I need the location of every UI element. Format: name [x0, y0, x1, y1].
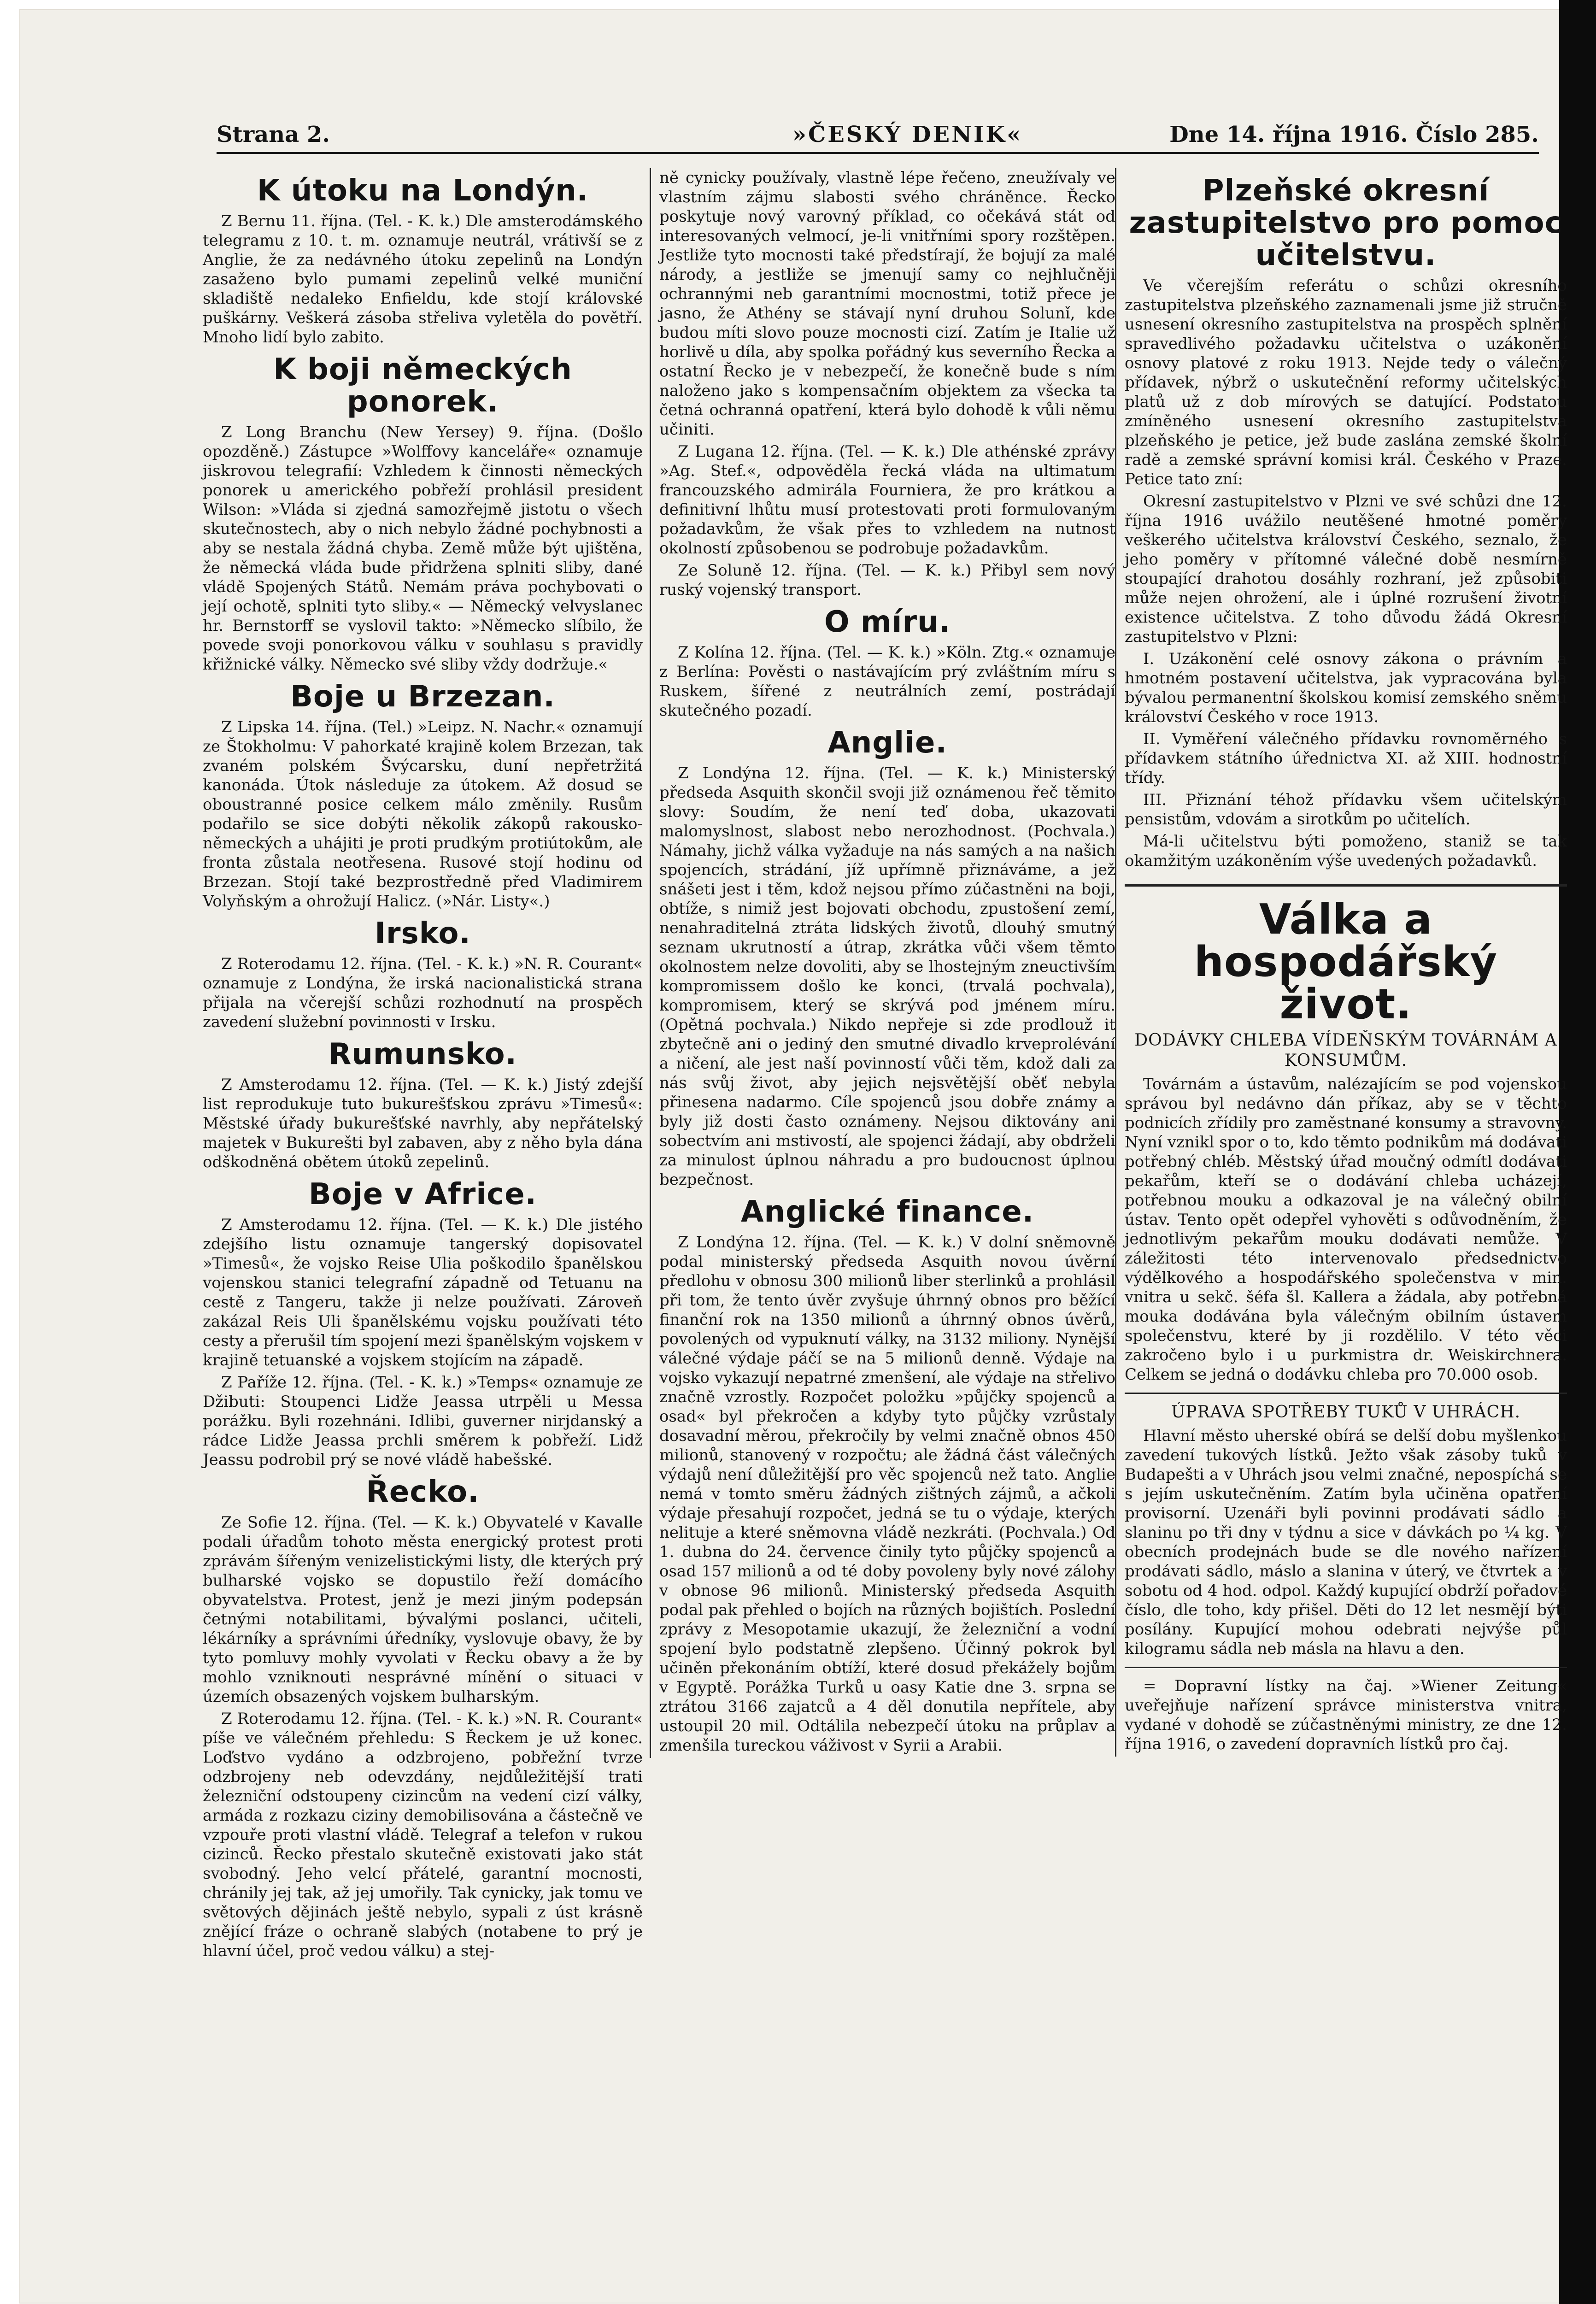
article-text: Z Amsterodamu 12. října. (Tel. — K. k.) Dle jistého zdejšího listu oznamuje tangerský dopisovatel »Timesů«, že vojsko Reise Ulia poškodilo španělskou vojenskou stanici telegrafní západně od Tetuanu na cestě z Tangeru, takže ji nelze používati. Zároveň zakázal Reis Uli španělskému vojsku používati této cesty a přerušil tím spojení mezi španělským vojskem v krajině tetuanské a vojskem stojícím na západě. — [203, 1216, 643, 1369]
article-text: Ze Sofie 12. října. (Tel. — K. k.) Obyvatelé v Kavalle podali úřadům tohoto města energický protest proti zprávám šířeným venizelistickými listy, dle kterých prý bulharské vojsko se dopustilo řeží domácího obyvatelstva. Protest, jenž je mezi jiným podepsán četnými notabilitami, bývalými poslanci, učiteli, lékárníky a správními úředníky, vyslovuje obavy, že by tyto pomluvy mohly vyvolati v Řecku obavy a že by mohlo vzniknouti nesprávné mínění o situaci v územích obsazených vojskem bulharským. — [203, 1513, 643, 1706]
article-text: Ve včerejším referátu o schůzi okresního zastupitelstva plzeňského zaznamenali jsme již stručně usnesení okresního zastupitelstva na prospěch splnění spravedlivého požadavku učitelstva o uzákonění osnovy platové z roku 1913. Nejde tedy o válečný přídavek, nýbrž o uskutečnění reformy učitelských platů už z dob mírových se datující. Podstatou zmíněného usnesení okresního zastupitelstva plzeňského je petice, jež bude zaslána zemské školní radě a zemské správní komisi král. Českého v Praze. Petice tato zní: — [1125, 276, 1567, 488]
article-title: Irsko. — [375, 917, 471, 951]
issue-date: Dne 14. října 1916. Číslo 285. — [1169, 122, 1539, 147]
article-text: Továrnám a ústavům, nalézajícím se pod vojenskou správou byl nedávno dán příkaz, aby se v těchto podnicích zřídily pro zaměstnané konsumy a stravovny. Nyní vznikl spor o to, kdo těmto podnikům má dodávati potřebný chléb. Městský úřad moučný odmítl dodávati pekařům, kteří se o dodávání chleba ucházejí, potřebnou mouku a odkazoval je na válečný obilní ústav. Tento opět odepřel vyhověti s odůvodněním, že jednotlivým pekařům mouku dodávati nemůže. V záležitosti této intervenovalo předsednictvo výdělkového a hospodářského společenstva v min. vnitra u sekč. šéfa šl. Kallera a žádala, aby potřebná mouka dodávána byla válečným obilním ústavem společenstvu, které by ji rozdělilo. V této věci zakročeno bylo i u purkmistra dr. Weiskirchnera. Celkem se jedná o dodávku chleba pro 70.000 osob. — [1125, 1075, 1567, 1384]
article-text: Ze Soluně 12. října. (Tel. — K. k.) Přibyl sem nový ruský vojenský transport. — [659, 561, 1115, 599]
article-title: Anglie. — [827, 726, 947, 760]
article-text: Z Lugana 12. října. (Tel. — K. k.) Dle athénské zprávy »Ag. Stef.«, odpověděla řecká vláda na ultimatum francouzského admirála Fourniera, že pro krátkou a definitivní lhůtu musí protestovati proti formulovaným požadavkům, že však přes to vzhledem na nutnost okolností způsobenou se podrobuje požadavkům. — [659, 442, 1115, 558]
article-text: Z Amsterodamu 12. října. (Tel. — K. k.) Jistý zdejší list reprodukuje tuto bukurešťskou zprávu »Timesů«: Městské úřady bukurešťské navrhly, aby nepřátelský majetek v Bukurešti byl zabaven, aby z něho byla dána odškodněná obětem útoků zepelinů. — [203, 1076, 643, 1171]
page-header — [217, 115, 1539, 154]
page-number: Strana 2. — [217, 122, 330, 147]
article-text: Z Roterodamu 12. října. (Tel. - K. k.) »N. R. Courant« píše ve válečném přehledu: S Řeckem je už konec. Loďstvo vydáno a odzbrojeno, pobřežní tvrze odzbrojeny neb odevzdány, nejdůležitější trati železniční odstoupeny cizincům na vedení cizí války, armáda z rozkazu ciziny demobilisována a částečně ve vzpouře proti vlastní vládě. Telegraf a telefon v rukou cizinců. Řecko přestalo skutečně existovati jako stát svobodný. Jeho velcí přátelé, garantní mocnosti, chránily jej tak, až jej umořily. Tak cynicky, jak tomu ve světových dějinách ještě nebylo, sypali z úst krásně znějící fráze o ochraně slabých (notabene to prý je hlavní účel, proč vedou válku) a stej- — [203, 1710, 643, 1960]
newspaper-name: »ČESKÝ DENIK« — [792, 122, 1023, 147]
petition-item: III. Přiznání téhož přídavku všem učitelským pensistům, vdovám a sirotkům po učitelích. — [1125, 791, 1567, 829]
article-text: Z Bernu 11. října. (Tel. - K. k.) Dle amsterodámského telegramu z 10. t. m. oznamuje neutrál, vrátivší se z Anglie, že za nedávného útoku zepelinů na Londýn zasaženo bylo pumami zepelinů velké muniční skladiště nedaleko Enfieldu, kde stojí královské puškárny. Veškerá zásoba střeliva vyletěla do povětří. Mnoho lidí bylo zabito. — [203, 212, 643, 347]
article-title: Boje u Brzezan. — [290, 680, 555, 714]
petition-item: I. Uzákonění celé osnovy zákona o právním a hmotném postavení učitelstva, jak vypracována byla bývalou permanentní školskou komisí zemského sněmu království Českého v roce 1913. — [1125, 650, 1567, 726]
article-title: Řecko. — [366, 1475, 480, 1509]
divider — [1125, 1667, 1567, 1668]
article-text: Má-li učitelstvu býti pomoženo, staniž se tak okamžitým uzákoněním výše uvedených požadavků. — [1125, 832, 1567, 870]
article-title: K útoku na Londýn. — [257, 174, 589, 208]
article-text: Z Long Branchu (New Yersey) 9. října. (Došlo opozděně.) Zástupce »Wolffovy kanceláře« oznamuje jiskrovou telegrafií: Vzhledem k činnosti německých ponorek u amerického pobřeží prohlásil president Wilson: »Vláda si zjedná samozřejmě jistotu o všech skutečnostech, aby o nich nebylo žádné pochybnosti a aby se nestala žádná chyba. Země může být ujištěna, že německá vláda bude přidržena splniti sliby, dané vládě Spojených Států. Nemám práva pochybovati o její ochotě, splniti tyto sliby.« — Německý velvyslanec hr. Bernstorff se vyslovil takto: »Německo slíbilo, že povede svoji ponorkovou válku v souhlasu s pravidly křižnické války. Německo své sliby vždy dodržuje.« — [203, 423, 643, 674]
article-text: Z Lipska 14. října. (Tel.) »Leipz. N. Nachr.« oznamují ze Štokholmu: V pahorkaté krajině kolem Brzezan, tak zvaném polském Švýcarsku, duní nepřetržitá kanonáda. Útok následuje za útokem. Až dosud se oboustranné posice celkem málo změnily. Rusům podařilo se sice dobýti několik zákopů rakousko-německých a uhájiti je proti prudkým protiútokům, ale fronta zůstala neotřesena. Rusové stojí hodinu od Brzezan. Stojí také bezprostředně před Vladimirem Volyňským a ohrožují Halicz. (»Nár. Listy«.) — [203, 718, 643, 911]
article-text: Hlavní město uherské obírá se delší dobu myšlenkou zavedení tukových lístků. Ježto však zásoby tuků v Budapešti a v Uhrách jsou velmi značné, nepospíchá se s jejím uskutečněním. Zatím byla učiněna opatření provisorní. Uzenáři byli povinni prodávati sádlo a slaninu po tři dny v týdnu a sice v dávkách po ¼ kg. V obecních prodejnách bude se dle nového nařízení prodávati sádlo, máslo a slanina v úterý, ve čtvrtek a v sobotu od 4 hod. odpol. Každý kupující obdrží pořadové číslo, dle toho, kdy přišel. Děti do 12 let nesmějí býti posílány. Kupující mohou odebrati nejvýše půl kilogramu sádla neb másla na hlavu a den. — [1125, 1427, 1567, 1658]
article-text: = Dopravní lístky na čaj. »Wiener Zeitung« uveřejňuje nařízení správce ministerstva vnitra, vydané v dohodě se zúčastněnými ministry, ze dne 12. října 1916, o zavedení dopravních lístků pro čaj. — [1125, 1677, 1567, 1753]
article-title: K boji německých ponorek. — [273, 353, 572, 419]
section-divider — [1125, 884, 1567, 887]
section-title: Válka a hospodářský život. — [1194, 895, 1498, 1029]
column-1 — [203, 168, 643, 1963]
article-title: Rumunsko. — [329, 1037, 517, 1071]
article-text: Z Paříže 12. října. (Tel. - K. k.) »Temps« oznamuje ze Džibuti: Stoupenci Lidže Jeassa utrpěli u Messa porážku. Byli rozehnáni. Idlibi, guverner nirjdanský a rádce Lidže Jeassa prchli směrem k pobřeží. Lidž Jeassu podrobil prý se nové vládě habešské. — [203, 1373, 643, 1469]
article-title: Plzeňské okresní zastupitelstvo pro pomoc učitelstvu. — [1129, 174, 1563, 272]
article-text: Z Londýna 12. října. (Tel. — K. k.) V dolní sněmovně podal ministerský předseda Asquith novou úvěrní předlohu v obnosu 300 milionů liber sterlinků a prohlásil při tom, že tento úvěr zvyšuje úhrnný obnos pro běžící finanční rok na 1350 milionů a úhrnný obnos úvěrů, povolených od vypuknutí války, na 3132 miliony. Nynější válečné výdaje páčí se na 5 milionů denně. Výdaje na vojsko vykazují nepatrné zmenšení, ale výdaje na střelivo značně vzrostly. Rozpočet položku »půjčky spojenců a osad« byl překročen a kdyby tyto půjčky vzrůstaly dosavadní měrou, překročily by velmi značně obnos 450 milionů, stanovený v rozpočtu; ale žádná část válečných výdajů není důležitější pro věc spojenců než tato. Anglie nemá v tomto směru žádných zištných zájmů, a ačkoli výdaje přesahují rozpočet, jedná se tu o výdaje, kterých nelituje a které sněmovna vládě nezkráti. (Pochvala.) Od 1. dubna do 24. července činily tyto půjčky spojenců a osad 157 milionů a od té doby povoleny byly nové zálohy v obnose 96 milionů. Ministerský předseda Asquith podal pak přehled o bojích na různých bojištích. Poslední zprávy z Mesopotamie ukazují, že železniční a vodní spojení bylo podstatně zlepšeno. Účinný pokrok byl učiněn překonáním obtíží, které dosud překážely bojům v Egyptě. Porážka Turků u oasy Katie dne 3. srpna se ztrátou 3166 zajatců a 4 děl donutila nepřítele, aby ustoupil 20 mil. Odtálila nebezpečí útoku na průplav a zmenšila tureckou váživost v Syrii a Arabii. — [659, 1233, 1115, 1755]
subsection-title: DODÁVKY CHLEBA VÍDEŇSKÝM TOVÁRNÁM A KONSUMŮM. — [1134, 1031, 1557, 1070]
article-text: Z Londýna 12. října. (Tel. — K. k.) Ministerský předseda Asquith skončil svoji již oznámenou řeč těmito slovy: Soudím, že není teď doba, ukazovati malomyslnost, slabost nebo nerozhodnost. (Pochvala.) Námahy, jichž válka vyžaduje na nás samých a na našich spojencích, strádání, jíž upřímně přiznáváme, a jež snášeti jest i těm, kdož nejsou přímo zúčastněni na boji, obtíže, s nimiž jest bojovati obchodu, zpustošení zemí, nenahraditelná ztráta lidských životů, dlouhý smutný seznam ukrutností a útrap, zkrátka vůči všem těmto okolnostem nelze dovoliti, aby se lhostejným zneuctivším kompromissem došlo ke konci, (trvalá pochvala), kompromisem, který se skrývá pod jménem míru. (Opětná pochvala.) Nikdo nepřeje si zde prodlouž it zbytečně ani o jediný den smutné divadlo krveprolévání a ničení, ale jest naší povinností vůči těm, kdož dali za nás svůj život, aby jejich nejsvětější oběť nebyla přinesena nadarmo. Cíle spojenců jsou dobře známy a byly již dosti často oznámeny. Nejsou diktovány ani sobectvím ani mstivostí, ale spojenci žádají, aby obdrželi za minulost úplnou náhradu a pro budoucnost úplnou bezpečnost. — [659, 764, 1115, 1189]
article-title: Anglické finance. — [741, 1195, 1034, 1229]
petition-item: II. Vyměření válečného přídavku rovnoměrného s přídavkem státního úřednictva XI. až XIII. hodnostní třídy. — [1125, 730, 1567, 787]
article-text: ně cynicky používaly, vlastně lépe řečeno, zneužívaly ve vlastním zájmu slabosti svého chráněnce. Řecko poskytuje nový varovný příklad, co očekává stát od interesovaných velmocí, je-li vnitřními spory rozštěpen. Jestliže tyto mocnosti také předstírají, že bojují za malé národy, a jestliže se jmenují samy co nejhlučněji ochrannými neb garantními mocnostmi, totiž přece je jasno, že Athény se stávají nyní druhou Solunǐ, kde budou míti slovo pouze mocnosti cizí. Zatím je Italie už horlivě u díla, aby spolka pořádný kus severního Řecka a ostatní Řecko je v nebezpečí, že konečně bude s ním naloženo jako s kompensačním objektem za všecka ta četná ochranná opatření, která bylo dohodě k vůli němu učiniti. — [659, 169, 1115, 439]
article-title: Boje v Africe. — [309, 1177, 537, 1211]
petition-text: Okresní zastupitelstvo v Plzni ve své schůzi dne 12. října 1916 uvážilo neutěšené hmotné poměry veškerého učitelstva království Českého, seznalo, že jeho poměry v přítomné válečné době nesmírně stoupající drahotou dosáhly rozhraní, jež způsobiti může nejen ohrožení, ale i úplné rozrušení životní existence učitelstva. Z toho důvodu žádá Okresní zastupitelstvo v Plzni: — [1125, 492, 1567, 646]
article-text: Z Roterodamu 12. října. (Tel. - K. k.) »N. R. Courant« oznamuje z Londýna, že irská nacionalistická strana přijala na včerejší schůzi rozhodnutí na prospěch zavedení služební povinnosti v Irsku. — [203, 955, 643, 1031]
article-text: Z Kolína 12. října. (Tel. — K. k.) »Köln. Ztg.« oznamuje z Berlína: Pověsti o nastávajícím prý zvláštním míru s Ruskem, šířené z neutrálních zemí, postrádají skutečného pozadí. — [659, 643, 1115, 720]
column-3 — [1115, 168, 1567, 1757]
divider — [1125, 1393, 1567, 1394]
article-title: O míru. — [824, 605, 951, 639]
column-2 — [650, 168, 1115, 1758]
subsection-title: ÚPRAVA SPOTŘEBY TUKŮ V UHRÁCH. — [1171, 1403, 1521, 1422]
